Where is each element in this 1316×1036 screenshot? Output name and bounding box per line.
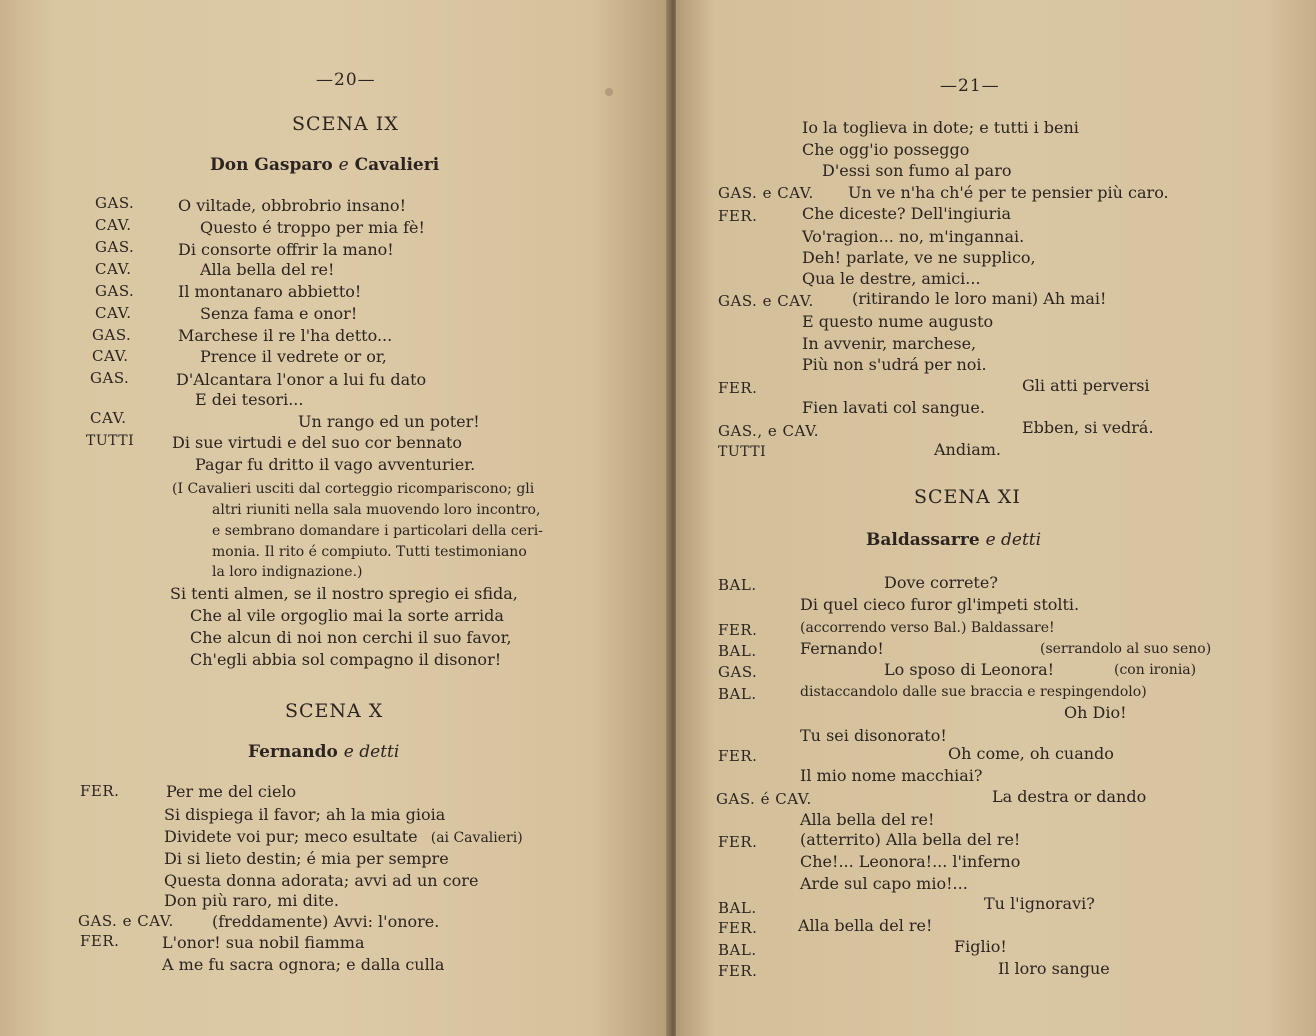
verse-line: Il loro sangue [998, 959, 1110, 978]
verse-line: Figlio! [954, 937, 1007, 956]
page-number: —21— [940, 76, 1000, 96]
verse-line: Io la toglieva in dote; e tutti i beni [802, 118, 1079, 137]
verse-line: Don più raro, mi dite. [164, 891, 339, 910]
speaker: BAL. [718, 685, 757, 703]
speaker: CAV. [95, 260, 132, 278]
verse-line: Questa donna adorata; avvi ad un core [164, 871, 479, 890]
stage-direction: altri riuniti nella sala muovendo loro incontro, [212, 502, 541, 518]
verse-line: In avvenir, marchese, [802, 334, 977, 353]
verse-line: L'onor! sua nobil fiamma [162, 933, 365, 952]
subtitle-connector: e [338, 155, 349, 175]
speaker: BAL. [718, 642, 757, 660]
stage-direction: (I Cavalieri usciti dal corteggio ricompariscono; gli [172, 481, 535, 497]
speaker: GAS. [718, 663, 758, 681]
verse-line: (accorrendo verso Bal.) Baldassare! [800, 620, 1055, 636]
speaker: GAS. [95, 238, 135, 256]
verse-line [164, 827, 523, 848]
verse-line: La destra or dando [992, 787, 1147, 806]
verse-line: Tu l'ignoravi? [984, 894, 1095, 913]
verse-line: Prence il vedrete or or, [200, 347, 387, 366]
verse-line: Questo é troppo per mia fè! [200, 218, 425, 237]
verse-line: Vo'ragion... no, m'ingannai. [802, 227, 1025, 246]
verse-line: Gli atti perversi [1022, 376, 1150, 395]
speaker: BAL. [718, 576, 757, 594]
verse-line: (ritirando le loro mani) Ah mai! [852, 289, 1107, 308]
speaker: CAV. [90, 409, 127, 427]
speaker: BAL. [718, 941, 757, 959]
scene-subtitle [866, 530, 1041, 550]
verse-line: D'Alcantara l'onor a lui fu dato [176, 370, 427, 389]
speaker: GAS. e CAV. [718, 292, 814, 310]
verse-line: Qua le destre, amici... [802, 269, 981, 288]
verse-line: Senza fama e onor! [200, 304, 358, 323]
speaker: FER. [718, 919, 758, 937]
stage-direction: (con ironia) [1114, 662, 1197, 678]
speaker: GAS. [92, 326, 132, 344]
verse-line: Che al vile orgoglio mai la sorte arrida [190, 606, 504, 625]
scene-subtitle [248, 742, 399, 762]
stage-direction: la loro indignazione.) [212, 564, 363, 580]
speaker: FER. [718, 747, 758, 765]
verse-line: Oh Dio! [1064, 703, 1127, 722]
right-page [676, 0, 1316, 1036]
verse-line: Che diceste? Dell'ingiuria [802, 204, 1011, 223]
stage-direction: e sembrano domandare i particolari della ceri- [212, 523, 543, 539]
verse-line: Alla bella del re! [798, 916, 933, 935]
verse-line: Tu sei disonorato! [800, 726, 947, 745]
verse-line: Arde sul capo mio!... [800, 874, 968, 893]
speaker: CAV. [92, 347, 129, 365]
verse-line: Per me del cielo [166, 782, 297, 801]
scene-title: SCENA IX [292, 113, 399, 135]
verse-line: O viltade, obbrobrio insano! [178, 196, 406, 215]
speaker: BAL. [718, 899, 757, 917]
speaker: FER. [718, 621, 758, 639]
verse-text: Dividete voi pur; meco esultate [164, 827, 418, 846]
subtitle-rest: Cavalieri [354, 155, 440, 175]
speaker: FER. [718, 833, 758, 851]
verse-line: Alla bella del re! [800, 810, 935, 829]
verse-line: Andiam. [934, 440, 1002, 459]
stage-direction: monia. Il rito é compiuto. Tutti testimoniano [212, 544, 527, 560]
verse-line: Ebben, si vedrá. [1022, 418, 1154, 437]
subtitle-bold: Baldassarre [866, 530, 980, 550]
verse-line: E dei tesori... [195, 390, 304, 409]
verse-line: Di consorte offrir la mano! [178, 240, 394, 259]
verse-line: (freddamente) Avvi: l'onore. [212, 912, 440, 931]
verse-line: Di quel cieco furor gl'impeti stolti. [800, 595, 1080, 614]
subtitle-bold: Fernando [248, 742, 338, 762]
speaker: GAS. é CAV. [716, 790, 812, 808]
page-number: —20— [316, 70, 376, 90]
speaker: GAS. [95, 194, 135, 212]
verse-line: Di si lieto destin; é mia per sempre [164, 849, 449, 868]
verse-line: A me fu sacra ognora; e dalla culla [162, 955, 445, 974]
verse-line: Alla bella del re! [200, 260, 335, 279]
speaker: GAS. [95, 282, 135, 300]
speaker: GAS. e CAV. [78, 912, 174, 930]
verse-line: E questo nume augusto [802, 312, 994, 331]
verse-line: Fernando! [800, 639, 884, 658]
verse-line: Dove correte? [884, 573, 998, 592]
verse-line: Lo sposo di Leonora! [884, 660, 1055, 679]
speaker: GAS., e CAV. [718, 422, 820, 440]
subtitle-rest: e detti [343, 742, 400, 762]
scene-subtitle [210, 155, 439, 175]
verse-line: Il mio nome macchiai? [800, 766, 983, 785]
speaker: FER. [80, 782, 120, 800]
verse-line: Fien lavati col sangue. [802, 398, 985, 417]
scene-title: SCENA XI [914, 486, 1021, 508]
speaker: FER. [718, 962, 758, 980]
verse-line: Si dispiega il favor; ah la mia gioia [164, 805, 446, 824]
speaker: FER. [718, 207, 758, 225]
verse-line: Il montanaro abbietto! [178, 282, 362, 301]
speaker: TUTTI [86, 433, 135, 449]
verse-line: Che alcun di noi non cerchi il suo favor, [190, 628, 512, 647]
stage-direction: (serrandolo al suo seno) [1040, 641, 1212, 657]
speaker: CAV. [95, 304, 132, 322]
speaker: FER. [80, 932, 120, 950]
verse-line: Ch'egli abbia sol compagno il disonor! [190, 650, 502, 669]
verse-line: Deh! parlate, ve ne supplico, [802, 248, 1036, 267]
speaker: FER. [718, 379, 758, 397]
speaker: GAS. [90, 369, 130, 387]
verse-line: D'essi son fumo al paro [822, 161, 1012, 180]
verse-line: Più non s'udrá per noi. [802, 355, 987, 374]
verse-line: Che ogg'io posseggo [802, 140, 970, 159]
scene-title: SCENA X [285, 700, 384, 722]
speaker: TUTTI [718, 444, 767, 460]
verse-line: Marchese il re l'ha detto... [178, 326, 393, 345]
subtitle-bold: Don Gasparo [210, 155, 333, 175]
verse-line: (atterrito) Alla bella del re! [800, 830, 1021, 849]
verse-line: Di sue virtudi e del suo cor bennato [172, 433, 463, 452]
verse-line: Oh come, oh cuando [948, 744, 1114, 763]
ink-stain [605, 88, 613, 96]
subtitle-rest: e detti [985, 530, 1042, 550]
verse-line: Pagar fu dritto il vago avventurier. [195, 455, 476, 474]
verse-line: Un rango ed un poter! [298, 412, 480, 431]
verse-line: Che!... Leonora!... l'inferno [800, 852, 1021, 871]
stage-direction: distaccandolo dalle sue braccia e respingendolo) [800, 684, 1147, 700]
verse-line: Un ve n'ha ch'é per te pensier più caro. [848, 183, 1169, 202]
speaker: GAS. e CAV. [718, 184, 814, 202]
speaker: CAV. [95, 216, 132, 234]
verse-line: Si tenti almen, se il nostro spregio ei sfida, [170, 584, 518, 603]
stage-direction: (ai Cavalieri) [430, 830, 523, 846]
